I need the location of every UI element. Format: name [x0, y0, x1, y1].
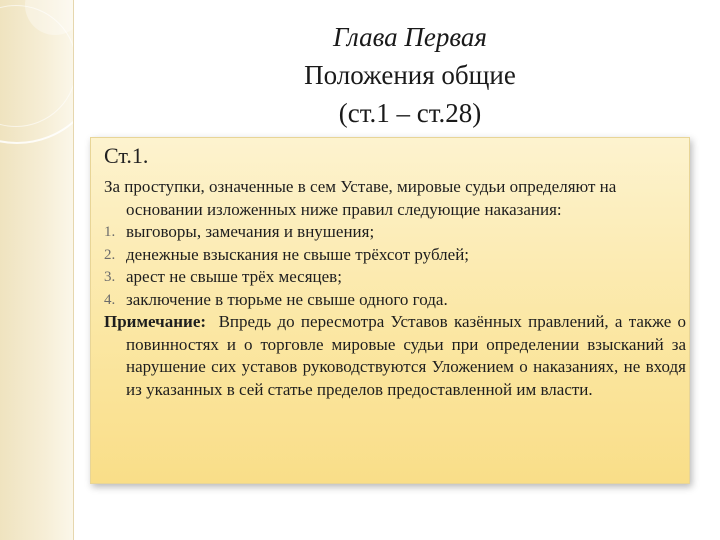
band-edge [73, 0, 74, 540]
list-item-text: арест не свыше трёх месяцев; [126, 267, 342, 286]
note-text: Впредь до пересмотра Уставов казённых правлений, а также о повинностях и о торговле мировые судьи при определении взысканий за нарушение сих уставов руководствуются Уложением о наказаниях, не входя из указанных в сей статье пределов предоставленной им власти. [126, 312, 687, 399]
article-body [104, 176, 686, 401]
article-label: Ст.1. [104, 143, 149, 168]
article-range: (ст.1 – ст.28) [338, 98, 482, 128]
list-item [104, 289, 686, 312]
list-item-number: 3. [104, 269, 116, 285]
chapter-title: Глава Первая [333, 22, 487, 52]
list-item-text: заключение в тюрьме не свыше одного года. [126, 289, 448, 309]
slide-title [250, 18, 570, 132]
decorative-circle [0, 0, 104, 144]
list-item-text: выговоры, замечания и внушения; [126, 222, 375, 241]
list-item-number: 2. [104, 246, 116, 263]
list-item [104, 266, 686, 289]
decorative-circle [0, 5, 77, 127]
list-item-text: денежные взыскания не свыше трёхсот рублей; [126, 244, 470, 264]
list-item-number: 1. [104, 224, 116, 240]
list-item-number: 4. [104, 291, 116, 308]
note-label: Примечание: [104, 312, 207, 331]
article-intro: За проступки, означенные в сем Уставе, мировые судьи определяют на основании изложенных ниже правил следующие наказания: [104, 177, 617, 219]
note-paragraph [104, 311, 686, 401]
decorative-circle [25, 0, 85, 35]
chapter-subtitle: Положения общие [304, 60, 516, 90]
list-item [104, 244, 686, 267]
left-decorative-band [0, 0, 74, 540]
list-item [104, 221, 686, 244]
